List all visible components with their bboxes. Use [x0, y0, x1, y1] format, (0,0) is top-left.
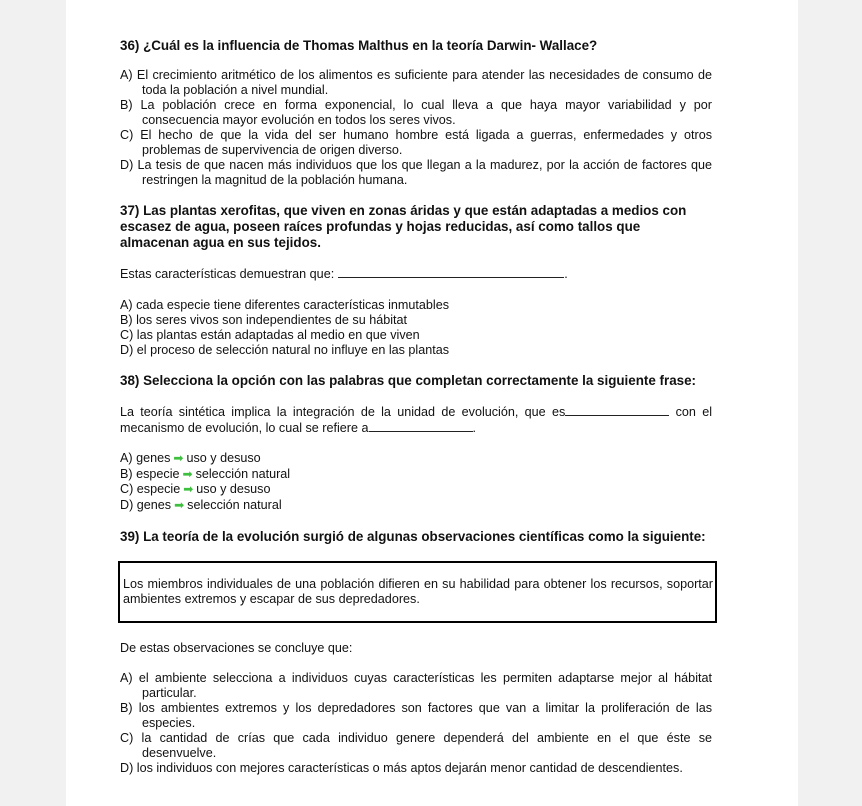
q36-option-d: D) La tesis de que nacen más individuos que los que llegan a la madurez, por la acción de factores que restringen la magnitud de la población humana.	[120, 158, 712, 187]
q38-option-a-target: uso y desuso	[186, 451, 261, 465]
arrow-right-icon: ➡	[182, 466, 193, 481]
q38-option-b-label: B) especie	[120, 466, 180, 481]
q38-option-a	[120, 451, 712, 467]
q36-option-b: B) La población crece en forma exponencial, lo cual lleva a que haya mayor variabilidad y por consecuencia mayor evolución en todos los seres vivos.	[120, 98, 712, 127]
q37-prompt: Estas características demuestran que: .	[120, 267, 568, 281]
q38-option-b-target: selección natural	[195, 466, 291, 481]
q38-blank-2	[369, 420, 473, 432]
q36-option-a: A) El crecimiento aritmético de los alimentos es suficiente para atender las necesidades de consumo de toda la población a nivel mundial.	[120, 68, 712, 97]
q38-option-d-target: selección natural	[187, 497, 282, 512]
observation-box	[118, 561, 717, 623]
observation-text: Los miembros individuales de una población difieren en su habilidad para obtener los recursos, soportar ambientes extremos y escapar de sus depredadores.	[123, 577, 713, 606]
q37-option-c: C) las plantas están adaptadas al medio en que viven	[120, 328, 420, 342]
q37-option-d: D) el proceso de selección natural no influye en las plantas	[120, 343, 450, 357]
q38-option-d	[120, 498, 712, 514]
document-page	[66, 0, 798, 806]
arrow-right-icon: ➡	[183, 482, 194, 496]
q38-option-c-label: C) especie	[120, 482, 181, 496]
question-36-title: 36) ¿Cuál es la influencia de Thomas Malthus en la teoría Darwin- Wallace?	[120, 38, 598, 53]
q38-sentence-part2: con el mecanismo de evolución, lo cual se refiere a	[120, 405, 713, 435]
question-38-title: 38) Selecciona la opción con las palabras que completan correctamente la siguiente frase:	[120, 373, 697, 388]
q39-option-a: A) el ambiente selecciona a individuos cuyas características les permiten adaptarse mejor al hábitat particular.	[120, 671, 712, 700]
q38-option-b	[120, 467, 712, 483]
q39-option-d: D) los individuos con mejores características o más aptos dejarán menor cantidad de descendientes.	[120, 761, 683, 775]
q38-sentence-part1: La teoría sintética implica la integración de la unidad de evolución, que es	[120, 405, 566, 419]
q36-option-c: C) El hecho de que la vida del ser humano hombre está ligada a guerras, enfermedades y otros problemas de supervivencia de origen diverso.	[120, 128, 712, 157]
q38-option-c	[120, 482, 712, 498]
q39-option-c: C) la cantidad de crías que cada individuo genere dependerá del ambiente en el que éste se desenvuelve.	[120, 731, 712, 760]
question-37-title: 37) Las plantas xerofitas, que viven en zonas áridas y que están adaptadas a medios con escasez de agua, poseen raíces profundas y hojas reducidas, así como tallos que almacenan agua en sus tejidos.	[120, 203, 687, 250]
question-39-title: 39) La teoría de la evolución surgió de algunas observaciones científicas como la siguiente:	[120, 529, 706, 544]
q39-prompt: De estas observaciones se concluye que:	[120, 641, 353, 655]
q39-option-b: B) los ambientes extremos y los depredadores son factores que van a limitar la proliferación de las especies.	[120, 701, 712, 730]
arrow-right-icon: ➡	[174, 497, 185, 512]
q37-option-a: A) cada especie tiene diferentes características inmutables	[120, 298, 450, 312]
document-content	[120, 38, 712, 776]
q38-option-c-target: uso y desuso	[196, 482, 271, 496]
q37-answer-blank	[338, 266, 564, 278]
q38-sentence: La teoría sintética implica la integración de la unidad de evolución, que es con el mecanismo de evolución, lo cual se refiere a .	[120, 405, 713, 435]
q37-option-b: B) los seres vivos son independientes de su hábitat	[120, 313, 408, 327]
q37-prompt-text: Estas características demuestran que:	[120, 267, 335, 281]
q38-option-d-label: D) genes	[120, 497, 172, 512]
arrow-right-icon: ➡	[173, 451, 184, 465]
q38-option-a-label: A) genes	[120, 451, 171, 465]
q38-blank-1	[565, 404, 669, 416]
